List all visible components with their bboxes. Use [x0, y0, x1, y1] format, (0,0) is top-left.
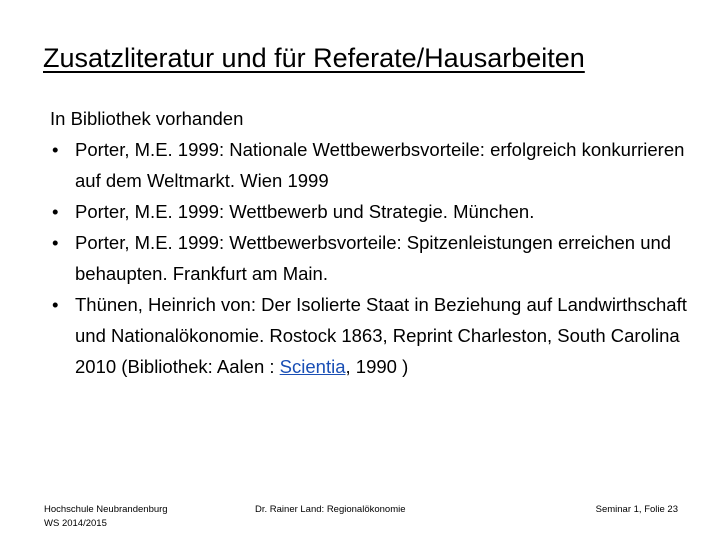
institution-name: Hochschule Neubrandenburg	[44, 504, 168, 515]
slide-title: Zusatzliteratur und für Referate/Hausarbeiten	[43, 43, 585, 73]
reference-text: Porter, M.E. 1999: Wettbewerb und Strategie. München.	[75, 201, 535, 222]
list-item	[50, 134, 690, 196]
reference-text: Porter, M.E. 1999: Wettbewerbsvorteile: Spitzenleistungen erreichen und behaupten. Frankfurt am Main.	[75, 232, 672, 284]
reference-text-part: , 1990 )	[345, 356, 409, 377]
reference-text: Porter, M.E. 1999: Nationale Wettbewerbsvorteile: erfolgreich konkurrieren auf dem Weltmarkt. Wien 1999	[75, 139, 685, 191]
list-item	[50, 196, 690, 227]
footer-lecturer: Dr. Rainer Land: Regionalökonomie	[255, 504, 406, 515]
bullet-icon: •	[52, 232, 59, 253]
slide-content	[50, 103, 690, 382]
reference-list	[50, 134, 690, 382]
semester-label: WS 2014/2015	[44, 518, 107, 529]
reference-text-part: Thünen, Heinrich von: Der Isolierte Staat in Beziehung auf Landwirthschaft und Nationalökonomie. Rostock 1863, Reprint Charleston, South Carolina 2010 (Bibliothek: Aalen :	[75, 294, 687, 377]
section-subheading: In Bibliothek vorhanden	[50, 108, 244, 129]
publisher-link[interactable]: Scientia	[279, 356, 346, 377]
list-item	[50, 289, 690, 382]
bullet-icon: •	[52, 139, 59, 160]
footer-institution	[44, 503, 168, 531]
bullet-icon: •	[52, 294, 59, 315]
bullet-icon: •	[52, 201, 59, 222]
list-item	[50, 227, 690, 289]
reference-text	[75, 289, 690, 382]
footer-slide-number: Seminar 1, Folie 23	[595, 504, 678, 515]
